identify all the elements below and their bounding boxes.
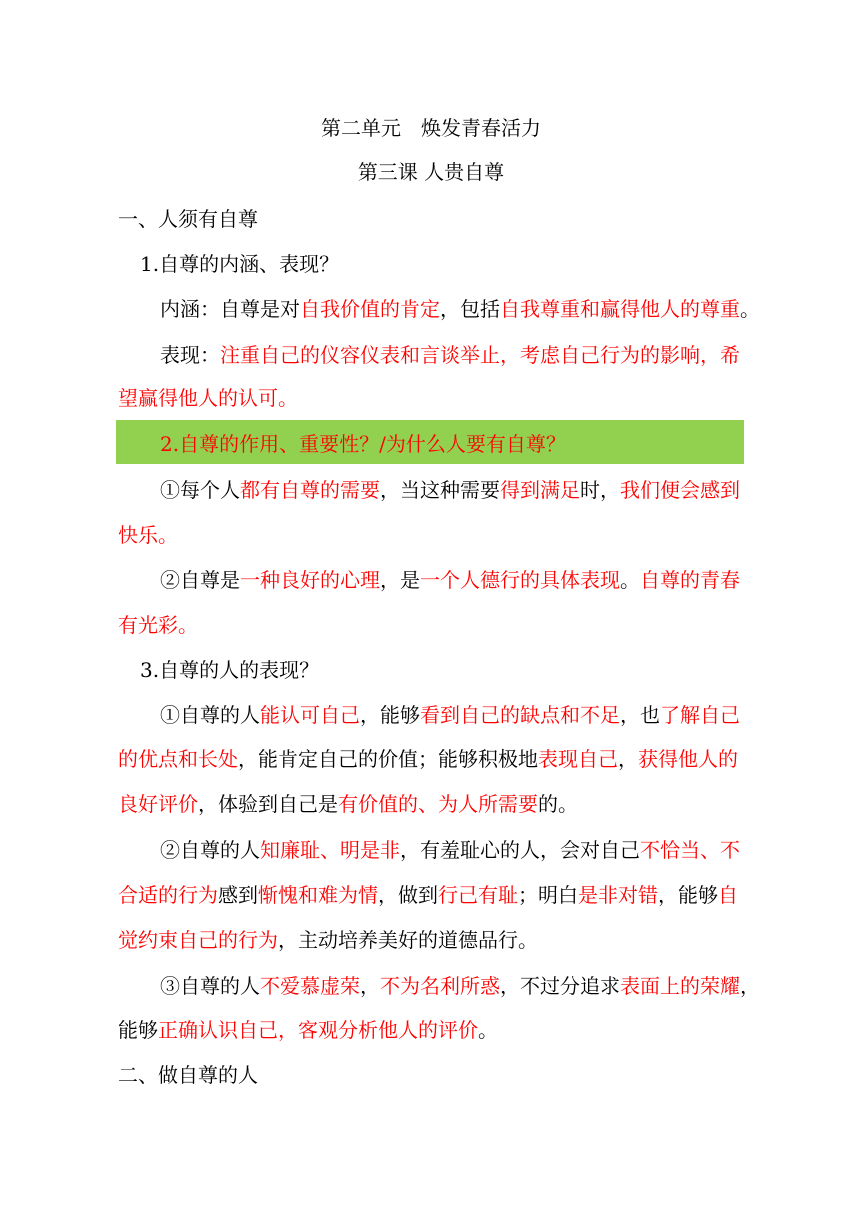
text-span: ；明白	[518, 883, 578, 907]
text-span: 时，	[580, 478, 620, 502]
neihan-line	[160, 296, 760, 322]
text-span: ，也	[620, 703, 660, 727]
text-span: ③自尊的人	[160, 974, 260, 998]
text-span: ，做到	[378, 883, 438, 907]
text-span: ，体验到自己是	[198, 792, 338, 816]
text-span: ②自尊的人	[160, 838, 260, 862]
emphasis-span: 注重自己的仪容仪表和言谈举止，考虑自己行为的影响，希	[220, 343, 740, 367]
emphasis-span: 合适的行为	[118, 883, 218, 907]
q3-point-1-line-2	[118, 746, 744, 772]
q3-point-2-line-3	[118, 927, 744, 953]
text-span: 的。	[538, 792, 578, 816]
emphasis-span: 自我尊重和赢得他人的尊重	[500, 297, 740, 321]
q2-point-2-line-2: 有光彩。	[118, 613, 198, 637]
emphasis-span: 获得他人的	[638, 747, 738, 771]
emphasis-span: 看到自己的缺点和不足	[420, 703, 620, 727]
biaoxian-line-2: 望赢得他人的认可。	[118, 386, 298, 410]
text-span: ，能够	[360, 703, 420, 727]
biaoxian-line-1	[160, 342, 744, 368]
q3-point-3-line-1	[160, 973, 760, 999]
q3-point-2-line-1	[160, 837, 744, 863]
emphasis-span: 了解自己	[660, 703, 740, 727]
emphasis-span: 不恰当、不	[640, 838, 740, 862]
q3-point-3-line-2	[118, 1017, 744, 1043]
emphasis-span: 有价值的、为人所需要	[338, 792, 538, 816]
emphasis-span: 的优点和长处	[118, 747, 238, 771]
unit-title: 第二单元 焕发青春活力	[321, 116, 541, 140]
emphasis-span: 表面上的荣耀	[620, 974, 740, 998]
text-span: 能够	[118, 1018, 158, 1042]
text-span: ①自尊的人	[160, 703, 260, 727]
question-3-title: 3.自尊的人的表现？	[140, 658, 320, 682]
emphasis-span: 能认可自己	[260, 703, 360, 727]
text-span: 。	[740, 297, 760, 321]
q3-point-1-line-1	[160, 702, 744, 728]
q2-point-2-line-1	[160, 567, 744, 593]
emphasis-span: 自我价值的肯定	[300, 297, 440, 321]
text-span: ②自尊是	[160, 568, 240, 592]
text-span: ，当这种需要	[380, 478, 500, 502]
emphasis-span: 不为名利所惑	[380, 974, 500, 998]
emphasis-span: 是非对错	[578, 883, 658, 907]
emphasis-span: 自尊的青春	[640, 568, 740, 592]
emphasis-span: 知廉耻、明是非	[260, 838, 400, 862]
emphasis-span: 一种良好的心理	[240, 568, 380, 592]
text-span: ①每个人	[160, 478, 240, 502]
section-heading-2: 二、做自尊的人	[118, 1063, 258, 1087]
emphasis-span: 不爱慕虚荣	[260, 974, 360, 998]
emphasis-span: 得到满足	[500, 478, 580, 502]
emphasis-span: 表现自己	[538, 747, 618, 771]
text-span: ，包括	[440, 297, 500, 321]
emphasis-span: 一个人德行的具体表现	[420, 568, 620, 592]
text-span: 。	[620, 568, 640, 592]
text-span: ，有羞耻心的人，会对自己	[400, 838, 640, 862]
text-span: ，	[740, 974, 760, 998]
emphasis-span: 我们便会感到	[620, 478, 740, 502]
text-span: ，不过分追求	[500, 974, 620, 998]
text-span: ，	[618, 747, 638, 771]
emphasis-span: 惭愧和难为情	[258, 883, 378, 907]
emphasis-span: 行己有耻	[438, 883, 518, 907]
text-span: ，主动培养美好的道德品行。	[278, 928, 538, 952]
lesson-title: 第三课 人贵自尊	[357, 160, 505, 184]
emphasis-span: 自	[718, 883, 738, 907]
q2-point-1-line-1	[160, 477, 744, 503]
q3-point-2-line-2	[118, 882, 744, 908]
text-span: ，是	[380, 568, 420, 592]
q3-point-1-line-3	[118, 791, 744, 817]
text-span: 表现：	[160, 343, 220, 367]
emphasis-span: 觉约束自己的行为	[118, 928, 278, 952]
question-1-title: 1.自尊的内涵、表现？	[140, 252, 340, 276]
q2-point-1-line-2: 快乐。	[118, 523, 178, 547]
question-2-title: 2.自尊的作用、重要性？/为什么人要有自尊？	[160, 432, 566, 456]
text-span: ，能肯定自己的价值；能够积极地	[238, 747, 538, 771]
emphasis-span: 正确认识自己，客观分析他人的评价	[158, 1018, 478, 1042]
emphasis-span: 良好评价	[118, 792, 198, 816]
emphasis-span: 都有自尊的需要	[240, 478, 380, 502]
text-span: ，能够	[658, 883, 718, 907]
text-span: 。	[478, 1018, 498, 1042]
section-heading-1: 一、人须有自尊	[118, 207, 258, 231]
text-span: ，	[360, 974, 380, 998]
text-span: 内涵：自尊是对	[160, 297, 300, 321]
text-span: 感到	[218, 883, 258, 907]
